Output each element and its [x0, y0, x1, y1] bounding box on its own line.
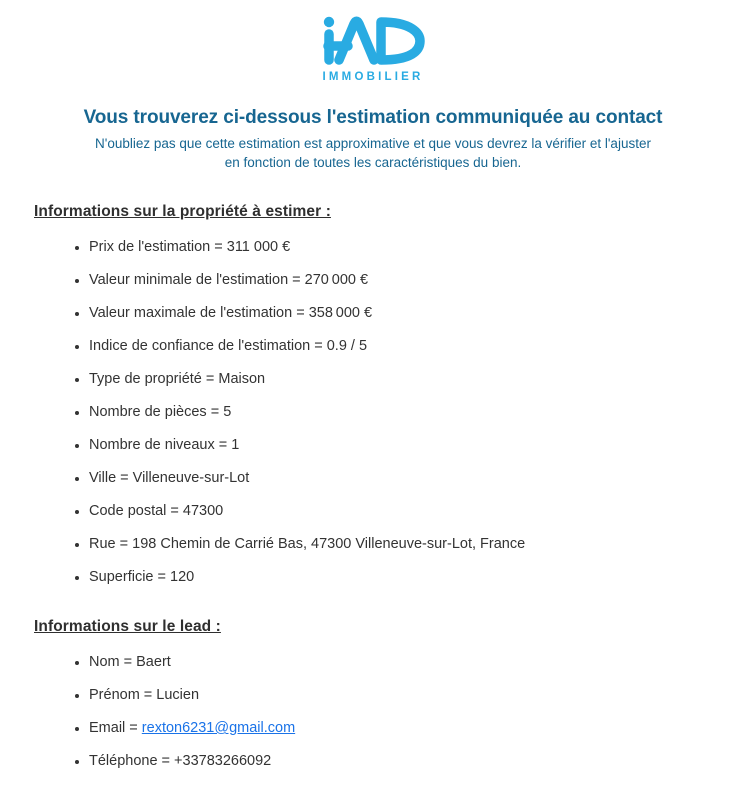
list-item-text: Type de propriété = Maison [89, 371, 266, 387]
email-link[interactable]: rexton6231@gmail.com [141, 720, 296, 736]
page-subtitle [34, 134, 712, 172]
list-item [89, 535, 712, 554]
list-item [89, 719, 712, 738]
list-item [89, 436, 712, 455]
iad-logo-icon [321, 14, 425, 66]
subtitle-line-1: N'oubliez pas que cette estimation est approximative et que vous devrez la vérifier et l'ajuster [95, 136, 651, 151]
list-item-text: Indice de confiance de l'estimation = 0.9 / 5 [89, 338, 368, 354]
list-item [89, 653, 712, 672]
list-item-text: Nom = Baert [89, 654, 171, 670]
sections [34, 203, 712, 771]
list-item [89, 568, 712, 587]
list-item-text: Téléphone = +33783266092 [89, 753, 272, 769]
list-item [89, 469, 712, 488]
section-heading-lead: Informations sur le lead : [34, 618, 221, 635]
subtitle-line-2: en fonction de toutes les caractéristiques du bien. [224, 155, 522, 170]
list-item [89, 238, 712, 257]
list-item [89, 403, 712, 422]
list-item [89, 304, 712, 323]
list-item-text: Valeur maximale de l'estimation = 358 000 € [89, 305, 373, 321]
brand-tagline: IMMOBILIER [322, 71, 424, 83]
section-list-lead [34, 653, 712, 771]
list-item-label: Email = [89, 720, 142, 736]
brand-logo [34, 12, 712, 83]
list-item [89, 271, 712, 290]
list-item-text: Prénom = Lucien [89, 687, 200, 703]
list-item [89, 370, 712, 389]
section-list-property [34, 238, 712, 587]
list-item-text: Nombre de niveaux = 1 [89, 437, 240, 453]
list-item-text: Code postal = 47300 [89, 503, 224, 519]
list-item-text: Ville = Villeneuve-sur-Lot [89, 470, 250, 486]
list-item [89, 337, 712, 356]
section-lead [34, 618, 712, 771]
list-item-text: Prix de l'estimation = 311 000 € [89, 239, 291, 255]
list-item-text: Valeur minimale de l'estimation = 270 000 € [89, 272, 369, 288]
list-item [89, 502, 712, 521]
list-item [89, 752, 712, 771]
list-item [89, 686, 712, 705]
section-heading-property: Informations sur la propriété à estimer : [34, 203, 331, 220]
section-property [34, 203, 712, 587]
list-item-text: Rue = 198 Chemin de Carrié Bas, 47300 Villeneuve-sur-Lot, France [89, 536, 526, 552]
page-title: Vous trouverez ci-dessous l'estimation communiquée au contact [83, 107, 663, 128]
list-item-text: Nombre de pièces = 5 [89, 404, 232, 420]
list-item-text: Superficie = 120 [89, 569, 195, 585]
